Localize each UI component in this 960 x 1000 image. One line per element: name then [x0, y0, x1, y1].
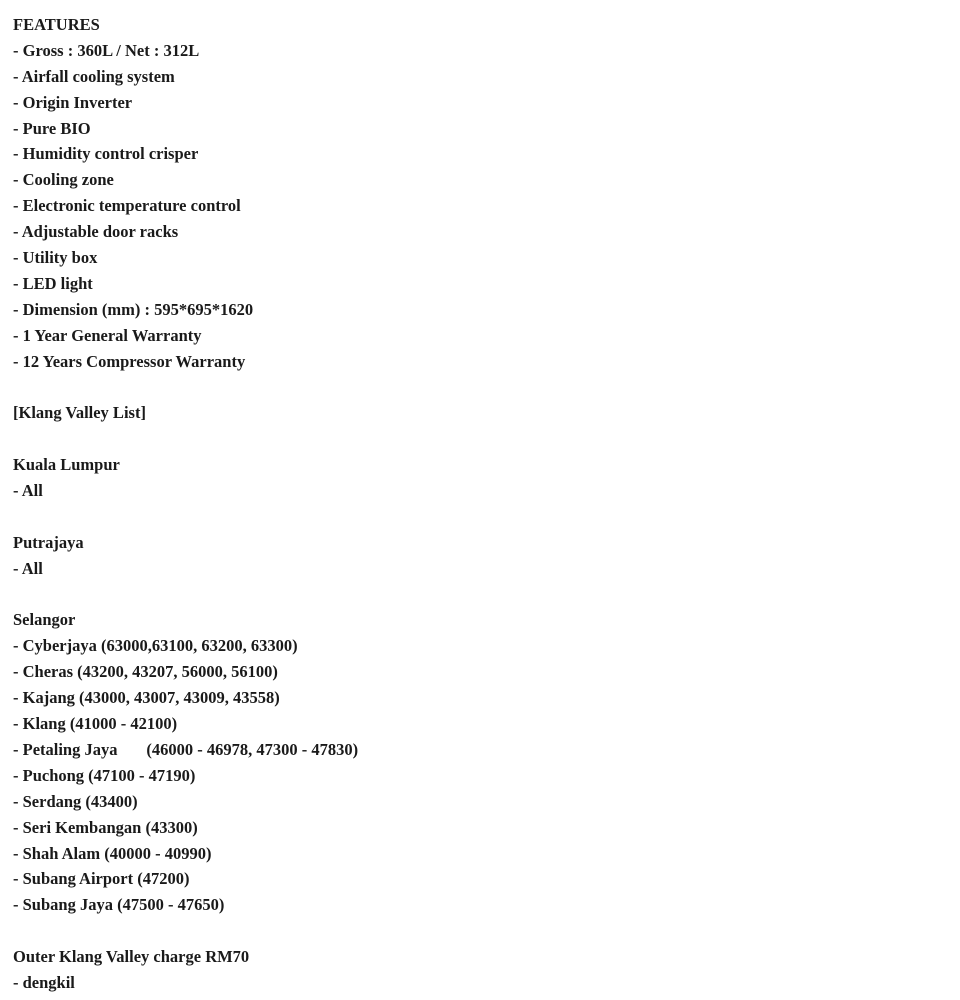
feature-item: - Airfall cooling system — [13, 66, 175, 86]
region-name-kuala-lumpur: Kuala Lumpur — [13, 455, 120, 475]
features-heading: FEATURES — [13, 15, 100, 34]
spacer — [13, 426, 943, 452]
region-item: - Subang Jaya (47500 - 47650) — [13, 895, 225, 915]
region-item: - Petaling Jaya (46000 - 46978, 47300 - 47830) — [13, 739, 359, 759]
spacer — [13, 582, 943, 608]
feature-item: - 12 Years Compressor Warranty — [13, 351, 246, 371]
region-name-putrajaya: Putrajaya — [13, 532, 84, 552]
region-item: - Subang Airport (47200) — [13, 869, 190, 889]
feature-item: - Dimension (mm) : 595*695*1620 — [13, 299, 254, 319]
klang-valley-heading: [Klang Valley List] — [13, 403, 146, 423]
region-name-selangor: Selangor — [13, 610, 76, 630]
region-item: - All — [13, 481, 43, 501]
region-item: - dengkil — [13, 972, 75, 992]
feature-item: - Humidity control crisper — [13, 144, 199, 164]
product-description — [13, 12, 943, 996]
feature-item: - Pure BIO — [13, 118, 91, 138]
feature-item: - Electronic temperature control — [13, 196, 241, 216]
spacer — [13, 504, 943, 530]
region-item: - Klang (41000 - 42100) — [13, 714, 178, 734]
feature-item: - Cooling zone — [13, 170, 114, 190]
feature-item: - 1 Year General Warranty — [13, 325, 202, 345]
feature-item: - Gross : 360L / Net : 312L — [13, 40, 200, 60]
outer-klang-valley-heading: Outer Klang Valley charge RM70 — [13, 947, 250, 967]
feature-item: - Adjustable door racks — [13, 222, 179, 242]
spacer — [13, 374, 943, 400]
feature-item: - LED light — [13, 273, 93, 293]
region-item: - Seri Kembangan (43300) — [13, 817, 198, 837]
region-item: - Kajang (43000, 43007, 43009, 43558) — [13, 688, 280, 708]
region-item: - Cheras (43200, 43207, 56000, 56100) — [13, 662, 278, 682]
spacer — [13, 918, 943, 944]
region-item: - Serdang (43400) — [13, 791, 138, 811]
feature-item: - Origin Inverter — [13, 92, 133, 112]
region-item: - Shah Alam (40000 - 40990) — [13, 843, 212, 863]
region-item: - All — [13, 558, 43, 578]
region-item: - Puchong (47100 - 47190) — [13, 765, 196, 785]
region-item: - Cyberjaya (63000,63100, 63200, 63300) — [13, 636, 298, 656]
feature-item: - Utility box — [13, 248, 98, 268]
